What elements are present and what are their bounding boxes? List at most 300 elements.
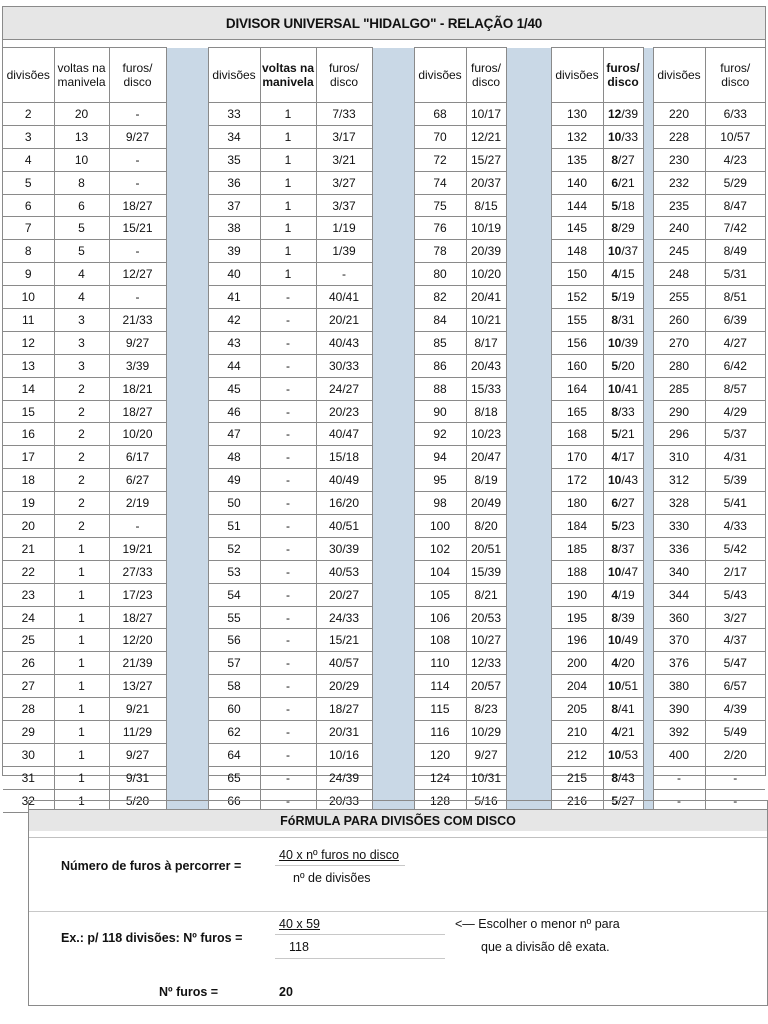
- table-cell: 10: [3, 286, 54, 309]
- divider: [275, 865, 405, 866]
- table-cell: 135: [551, 148, 603, 171]
- divider: [29, 911, 767, 912]
- table-cell: 40: [208, 263, 260, 286]
- table-row: [3, 743, 765, 766]
- table-cell: 312: [653, 469, 705, 492]
- separator: [643, 492, 653, 515]
- table-cell: 18: [3, 469, 54, 492]
- table-cell: 62: [208, 721, 260, 744]
- table-cell: 3: [54, 354, 109, 377]
- table-cell: 40/51: [316, 515, 372, 538]
- table-cell: 46: [208, 400, 260, 423]
- table-cell: 376: [653, 652, 705, 675]
- table-cell: 27/33: [109, 560, 166, 583]
- separator: [506, 48, 551, 103]
- table-cell: 102: [414, 537, 466, 560]
- table-row: [3, 400, 765, 423]
- table-cell: 328: [653, 492, 705, 515]
- table-cell: 11/29: [109, 721, 166, 744]
- separator: [643, 377, 653, 400]
- table-cell: 31: [3, 766, 54, 789]
- header-row: [3, 48, 765, 103]
- table-cell: 104: [414, 560, 466, 583]
- table-cell: -: [109, 240, 166, 263]
- separator: [506, 286, 551, 309]
- table-cell: 195: [551, 606, 603, 629]
- separator: [643, 354, 653, 377]
- separator: [372, 743, 414, 766]
- table-cell: 1: [260, 240, 316, 263]
- table-cell: 4/39: [705, 698, 765, 721]
- table-cell: 2/17: [705, 560, 765, 583]
- table-cell: 21/33: [109, 309, 166, 332]
- table-cell: 18/27: [109, 606, 166, 629]
- separator: [643, 217, 653, 240]
- table-cell: 4/17: [603, 446, 643, 469]
- table-cell: 14: [3, 377, 54, 400]
- separator: [372, 423, 414, 446]
- table-cell: 85: [414, 331, 466, 354]
- separator: [506, 515, 551, 538]
- separator: [506, 400, 551, 423]
- table-cell: 20/43: [466, 354, 506, 377]
- separator: [643, 743, 653, 766]
- table-row: [3, 698, 765, 721]
- table-cell: 24/27: [316, 377, 372, 400]
- separator: [506, 492, 551, 515]
- separator: [643, 629, 653, 652]
- table-cell: 9/27: [109, 125, 166, 148]
- table-cell: 6/27: [109, 469, 166, 492]
- table-cell: 13: [3, 354, 54, 377]
- separator: [166, 537, 208, 560]
- separator: [506, 171, 551, 194]
- separator: [166, 560, 208, 583]
- table-cell: 53: [208, 560, 260, 583]
- table-cell: -: [260, 469, 316, 492]
- table-row: [3, 560, 765, 583]
- table-cell: 8/23: [466, 698, 506, 721]
- table-cell: 4/29: [705, 400, 765, 423]
- table-cell: 5/23: [603, 515, 643, 538]
- table-cell: 8/21: [466, 583, 506, 606]
- table-cell: 18/27: [109, 400, 166, 423]
- separator: [643, 171, 653, 194]
- table-cell: 49: [208, 469, 260, 492]
- table-cell: 390: [653, 698, 705, 721]
- table-cell: 8/49: [705, 240, 765, 263]
- table-cell: 20/57: [466, 675, 506, 698]
- table-cell: 12/21: [466, 125, 506, 148]
- table-cell: 8/17: [466, 331, 506, 354]
- table-cell: 168: [551, 423, 603, 446]
- table-cell: 105: [414, 583, 466, 606]
- table-cell: 12/33: [466, 652, 506, 675]
- table-cell: 35: [208, 148, 260, 171]
- table-cell: -: [109, 171, 166, 194]
- table-cell: 55: [208, 606, 260, 629]
- table-row: [3, 263, 765, 286]
- table-cell: 8/33: [603, 400, 643, 423]
- table-cell: 15/21: [109, 217, 166, 240]
- separator: [372, 469, 414, 492]
- separator: [166, 652, 208, 675]
- table-cell: 10/33: [603, 125, 643, 148]
- divider: [275, 958, 445, 959]
- separator: [166, 446, 208, 469]
- table-cell: 75: [414, 194, 466, 217]
- table-cell: 34: [208, 125, 260, 148]
- table-cell: 180: [551, 492, 603, 515]
- table-cell: 1: [54, 721, 109, 744]
- table-cell: 240: [653, 217, 705, 240]
- table-cell: 165: [551, 400, 603, 423]
- separator: [372, 698, 414, 721]
- table-cell: 184: [551, 515, 603, 538]
- table-cell: 270: [653, 331, 705, 354]
- table-cell: 9/27: [466, 743, 506, 766]
- table-cell: 8/20: [466, 515, 506, 538]
- table-cell: 40/43: [316, 331, 372, 354]
- table-row: [3, 652, 765, 675]
- table-row: [3, 446, 765, 469]
- table-cell: 70: [414, 125, 466, 148]
- separator: [506, 194, 551, 217]
- separator: [372, 103, 414, 126]
- table-cell: 296: [653, 423, 705, 446]
- table-cell: -: [260, 331, 316, 354]
- formula-panel: [28, 800, 768, 1006]
- table-cell: 3: [54, 309, 109, 332]
- table-row: [3, 331, 765, 354]
- table-cell: 2/19: [109, 492, 166, 515]
- table-cell: -: [109, 103, 166, 126]
- table-cell: 3/17: [316, 125, 372, 148]
- table-row: [3, 721, 765, 744]
- table-cell: 6/33: [705, 103, 765, 126]
- table-cell: 4/23: [705, 148, 765, 171]
- example-note: <— Escolher o menor nº para: [455, 917, 620, 931]
- table-cell: 4: [54, 286, 109, 309]
- separator: [506, 217, 551, 240]
- separator: [643, 469, 653, 492]
- table-cell: 20/47: [466, 446, 506, 469]
- table-cell: 80: [414, 263, 466, 286]
- table-cell: 1: [260, 125, 316, 148]
- separator: [506, 309, 551, 332]
- table-cell: 50: [208, 492, 260, 515]
- table-cell: 47: [208, 423, 260, 446]
- table-row: [3, 148, 765, 171]
- separator: [643, 537, 653, 560]
- table-cell: 10/20: [466, 263, 506, 286]
- table-row: [3, 537, 765, 560]
- table-cell: 2: [54, 423, 109, 446]
- table-cell: -: [705, 789, 765, 812]
- table-cell: 18/27: [316, 698, 372, 721]
- table-cell: 15/21: [316, 629, 372, 652]
- table-cell: 6/42: [705, 354, 765, 377]
- separator: [506, 446, 551, 469]
- table-cell: 9/21: [109, 698, 166, 721]
- table-cell: 20/33: [316, 789, 372, 812]
- table-cell: 40/57: [316, 652, 372, 675]
- separator: [166, 286, 208, 309]
- col-header: divisões: [208, 48, 260, 103]
- table-cell: 232: [653, 171, 705, 194]
- separator: [372, 217, 414, 240]
- table-cell: 152: [551, 286, 603, 309]
- table-cell: 65: [208, 766, 260, 789]
- table-cell: 228: [653, 125, 705, 148]
- table-cell: 5/39: [705, 469, 765, 492]
- separator: [166, 217, 208, 240]
- table-cell: 27: [3, 675, 54, 698]
- table-cell: 4/27: [705, 331, 765, 354]
- table-cell: 20: [3, 515, 54, 538]
- table-row: [3, 469, 765, 492]
- table-title: DIVISOR UNIVERSAL "HIDALGO" - RELAÇÃO 1/40: [3, 7, 765, 40]
- table-cell: 3/21: [316, 148, 372, 171]
- table-cell: 8/31: [603, 309, 643, 332]
- col-header: furos/ disco: [466, 48, 506, 103]
- separator: [166, 629, 208, 652]
- table-cell: 10/37: [603, 240, 643, 263]
- separator: [506, 240, 551, 263]
- separator: [372, 171, 414, 194]
- table-cell: -: [260, 423, 316, 446]
- table-cell: -: [109, 148, 166, 171]
- table-cell: 10/17: [466, 103, 506, 126]
- table-cell: -: [260, 515, 316, 538]
- table-cell: 15/39: [466, 560, 506, 583]
- table-cell: 10/57: [705, 125, 765, 148]
- table-cell: 5/21: [603, 423, 643, 446]
- table-cell: 220: [653, 103, 705, 126]
- table-row: [3, 309, 765, 332]
- separator: [506, 560, 551, 583]
- table-row: [3, 194, 765, 217]
- separator: [166, 423, 208, 446]
- table-cell: 20/51: [466, 537, 506, 560]
- table-cell: 114: [414, 675, 466, 698]
- table-row: [3, 354, 765, 377]
- formula-title: FóRMULA PARA DIVISÕES COM DISCO: [29, 809, 767, 833]
- table-cell: -: [653, 789, 705, 812]
- table-cell: 290: [653, 400, 705, 423]
- separator: [166, 263, 208, 286]
- table-cell: 84: [414, 309, 466, 332]
- table-cell: 18/27: [109, 194, 166, 217]
- table-cell: 8/51: [705, 286, 765, 309]
- table-cell: 10/21: [466, 309, 506, 332]
- table-cell: 10/47: [603, 560, 643, 583]
- example-label: Ex.: p/ 118 divisões: Nº furos =: [61, 931, 243, 945]
- table-cell: 15: [3, 400, 54, 423]
- table-cell: 86: [414, 354, 466, 377]
- table-cell: 94: [414, 446, 466, 469]
- formula-denominator: nº de divisões: [293, 871, 371, 885]
- separator: [166, 48, 208, 103]
- table-cell: 8/29: [603, 217, 643, 240]
- table-cell: 95: [414, 469, 466, 492]
- table-cell: 37: [208, 194, 260, 217]
- table-cell: 8/57: [705, 377, 765, 400]
- table-row: [3, 217, 765, 240]
- table-row: [3, 286, 765, 309]
- table-cell: 10/41: [603, 377, 643, 400]
- table-cell: 9/27: [109, 331, 166, 354]
- separator: [372, 286, 414, 309]
- separator: [643, 103, 653, 126]
- table-cell: 20/49: [466, 492, 506, 515]
- table-cell: 116: [414, 721, 466, 744]
- table-cell: 24/33: [316, 606, 372, 629]
- table-cell: 6/21: [603, 171, 643, 194]
- table-cell: 148: [551, 240, 603, 263]
- table-cell: 42: [208, 309, 260, 332]
- separator: [166, 194, 208, 217]
- result-value: 20: [279, 985, 293, 999]
- table-cell: -: [705, 766, 765, 789]
- table-cell: 230: [653, 148, 705, 171]
- table-cell: -: [260, 675, 316, 698]
- table-cell: 8/27: [603, 148, 643, 171]
- table-cell: 10/53: [603, 743, 643, 766]
- table-cell: 1/19: [316, 217, 372, 240]
- table-cell: 13: [54, 125, 109, 148]
- table-cell: 40/53: [316, 560, 372, 583]
- separator: [506, 698, 551, 721]
- table-cell: 12/20: [109, 629, 166, 652]
- table-cell: 196: [551, 629, 603, 652]
- table-cell: 5/18: [603, 194, 643, 217]
- separator: [166, 125, 208, 148]
- separator: [643, 331, 653, 354]
- table-cell: 1: [54, 606, 109, 629]
- separator: [643, 194, 653, 217]
- separator: [166, 240, 208, 263]
- separator: [506, 606, 551, 629]
- formula-numerator: 40 x nº furos no disco: [279, 848, 399, 862]
- divider: [29, 831, 767, 838]
- table-cell: 7/42: [705, 217, 765, 240]
- table-cell: 212: [551, 743, 603, 766]
- table-cell: 21/39: [109, 652, 166, 675]
- separator: [506, 629, 551, 652]
- separator: [166, 515, 208, 538]
- separator: [506, 743, 551, 766]
- separator: [506, 331, 551, 354]
- separator: [372, 125, 414, 148]
- table-cell: 54: [208, 583, 260, 606]
- table-cell: 74: [414, 171, 466, 194]
- table-cell: 5/20: [109, 789, 166, 812]
- table-cell: 3: [54, 331, 109, 354]
- table-row: [3, 675, 765, 698]
- separator: [372, 263, 414, 286]
- separator: [372, 148, 414, 171]
- table-cell: 330: [653, 515, 705, 538]
- table-cell: 3/27: [316, 171, 372, 194]
- table-cell: 23: [3, 583, 54, 606]
- col-header: divisões: [653, 48, 705, 103]
- separator: [506, 469, 551, 492]
- table-cell: 1: [260, 171, 316, 194]
- separator: [166, 698, 208, 721]
- table-cell: 21: [3, 537, 54, 560]
- table-cell: 38: [208, 217, 260, 240]
- table-cell: -: [260, 583, 316, 606]
- table-cell: -: [260, 354, 316, 377]
- table-cell: 98: [414, 492, 466, 515]
- table-cell: 78: [414, 240, 466, 263]
- separator: [643, 400, 653, 423]
- table-cell: 19: [3, 492, 54, 515]
- separator: [506, 675, 551, 698]
- table-cell: 4/37: [705, 629, 765, 652]
- table-cell: 58: [208, 675, 260, 698]
- table-cell: 172: [551, 469, 603, 492]
- table-cell: 8/39: [603, 606, 643, 629]
- table-cell: 156: [551, 331, 603, 354]
- separator: [166, 354, 208, 377]
- table-cell: 285: [653, 377, 705, 400]
- separator: [643, 286, 653, 309]
- table-cell: 1: [54, 537, 109, 560]
- table-cell: 360: [653, 606, 705, 629]
- table-cell: -: [653, 766, 705, 789]
- table-cell: 10/23: [466, 423, 506, 446]
- separator: [372, 309, 414, 332]
- table-cell: 24: [3, 606, 54, 629]
- table-cell: 1/39: [316, 240, 372, 263]
- table-cell: 40/47: [316, 423, 372, 446]
- separator: [506, 263, 551, 286]
- separator: [506, 537, 551, 560]
- separator: [372, 492, 414, 515]
- table-cell: 52: [208, 537, 260, 560]
- separator: [372, 240, 414, 263]
- table-cell: 5/20: [603, 354, 643, 377]
- col-header: voltas na manivela: [260, 48, 316, 103]
- table-cell: 4: [54, 263, 109, 286]
- table-cell: 160: [551, 354, 603, 377]
- table-cell: 24/39: [316, 766, 372, 789]
- table-cell: 3/27: [705, 606, 765, 629]
- table-cell: -: [109, 515, 166, 538]
- separator: [372, 446, 414, 469]
- table-cell: -: [260, 789, 316, 812]
- table-cell: 130: [551, 103, 603, 126]
- table-cell: 6/27: [603, 492, 643, 515]
- table-cell: 15/18: [316, 446, 372, 469]
- table-cell: -: [260, 721, 316, 744]
- separator: [166, 469, 208, 492]
- table-cell: 4/15: [603, 263, 643, 286]
- separator: [643, 48, 653, 103]
- table-cell: 392: [653, 721, 705, 744]
- separator: [166, 766, 208, 789]
- separator: [166, 743, 208, 766]
- table-cell: 6: [3, 194, 54, 217]
- table-cell: 68: [414, 103, 466, 126]
- table-cell: 3: [3, 125, 54, 148]
- separator: [643, 148, 653, 171]
- separator: [643, 125, 653, 148]
- table-cell: 10: [54, 148, 109, 171]
- table-cell: 88: [414, 377, 466, 400]
